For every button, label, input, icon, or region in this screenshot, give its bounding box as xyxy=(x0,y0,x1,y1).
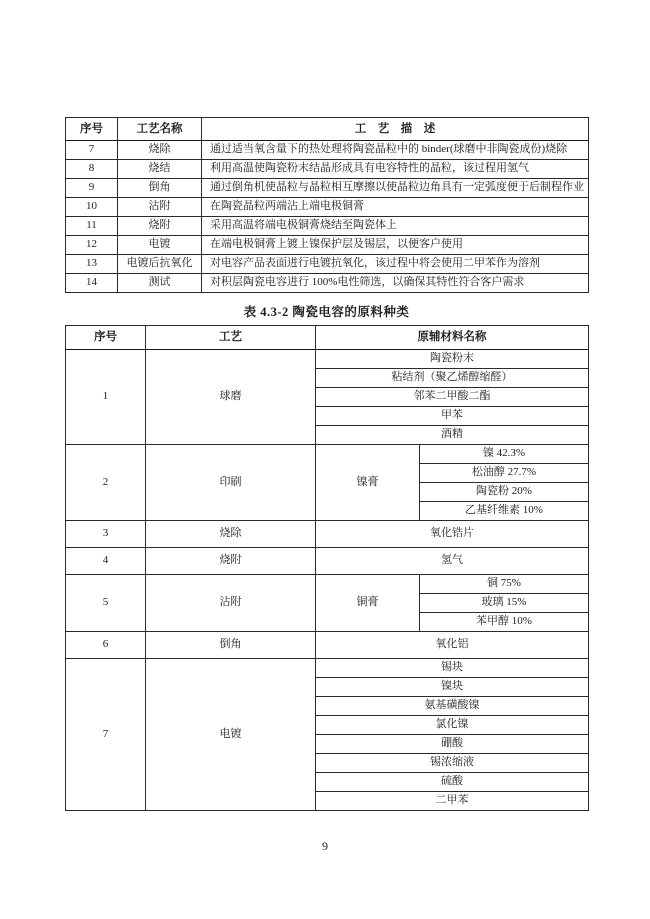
process-name: 烧结 xyxy=(118,160,202,179)
table2-caption: 表 4.3-2 陶瓷电容的原料种类 xyxy=(243,305,410,319)
material: 甲苯 xyxy=(316,407,589,426)
row-no: 4 xyxy=(66,548,146,575)
row-no: 7 xyxy=(66,659,146,811)
material: 苯甲醇 10% xyxy=(420,613,589,632)
material: 氢气 xyxy=(316,548,589,575)
row-no: 6 xyxy=(66,632,146,659)
process-desc: 在陶瓷晶粒两端沾上端电极铜膏 xyxy=(202,198,589,217)
material: 氨基磺酸镍 xyxy=(316,697,589,716)
material: 陶瓷粉 20% xyxy=(420,483,589,502)
process-desc: 对积层陶瓷电容进行 100%电性筛选，以确保其特性符合客户需求 xyxy=(202,274,589,293)
table-row xyxy=(66,198,589,217)
material: 邻苯二甲酸二酯 xyxy=(316,388,589,407)
row-no: 3 xyxy=(66,521,146,548)
table2-header-no: 序号 xyxy=(66,326,146,350)
material: 锡块 xyxy=(316,659,589,678)
table-row xyxy=(66,179,589,198)
table1-header-desc: 工 艺 描 述 xyxy=(202,118,589,141)
table-row xyxy=(66,274,589,293)
row-no: 13 xyxy=(66,255,118,274)
row-no: 9 xyxy=(66,179,118,198)
process-name: 球磨 xyxy=(146,350,316,445)
process-name: 测试 xyxy=(118,274,202,293)
row-no: 14 xyxy=(66,274,118,293)
material: 二甲苯 xyxy=(316,792,589,811)
process-name: 电镀 xyxy=(146,659,316,811)
table1-header-no: 序号 xyxy=(66,118,118,141)
row-no: 5 xyxy=(66,575,146,632)
process-name: 倒角 xyxy=(118,179,202,198)
material: 乙基纤维素 10% xyxy=(420,502,589,521)
row-no: 11 xyxy=(66,217,118,236)
process-name: 电镀后抗氧化 xyxy=(118,255,202,274)
material: 镍 42.3% xyxy=(420,445,589,464)
material: 陶瓷粉末 xyxy=(316,350,589,369)
table-row xyxy=(66,659,589,678)
material: 氧化锆片 xyxy=(316,521,589,548)
row-no: 7 xyxy=(66,141,118,160)
row-no: 10 xyxy=(66,198,118,217)
material-group: 铜膏 xyxy=(316,575,420,632)
material: 镍块 xyxy=(316,678,589,697)
process-desc: 对电容产品表面进行电镀抗氧化，该过程中将会使用二甲苯作为溶剂 xyxy=(202,255,589,274)
process-name: 沾附 xyxy=(146,575,316,632)
material: 锡浓缩液 xyxy=(316,754,589,773)
process-name: 烧除 xyxy=(118,141,202,160)
material: 粘结剂（聚乙烯醇缩醛） xyxy=(316,369,589,388)
row-no: 8 xyxy=(66,160,118,179)
table-row xyxy=(66,217,589,236)
table-row xyxy=(66,521,589,548)
material: 松油醇 27.7% xyxy=(420,464,589,483)
material: 氧化铝 xyxy=(316,632,589,659)
material: 铜 75% xyxy=(420,575,589,594)
table-row xyxy=(66,445,589,464)
table-row xyxy=(66,632,589,659)
process-desc: 采用高温将端电极铜膏烧结至陶瓷体上 xyxy=(202,217,589,236)
table-row xyxy=(66,548,589,575)
row-no: 1 xyxy=(66,350,146,445)
process-desc: 通过倒角机使晶粒与晶粒相互摩擦以使晶粒边角具有一定弧度便于后制程作业 xyxy=(202,179,589,198)
process-name: 印刷 xyxy=(146,445,316,521)
material: 玻璃 15% xyxy=(420,594,589,613)
table1-header-row xyxy=(66,118,589,141)
material: 硼酸 xyxy=(316,735,589,754)
material: 氯化镍 xyxy=(316,716,589,735)
table2-header-row xyxy=(66,326,589,350)
table2-header-material: 原辅材料名称 xyxy=(316,326,589,350)
table1-header-name: 工艺名称 xyxy=(118,118,202,141)
process-description-table xyxy=(65,117,589,293)
table-row xyxy=(66,255,589,274)
process-name: 电镀 xyxy=(118,236,202,255)
table-row xyxy=(66,575,589,594)
page-number: 9 xyxy=(322,839,328,853)
table2-header-process: 工艺 xyxy=(146,326,316,350)
process-desc: 在端电极铜膏上镀上镍保护层及锡层，以便客户使用 xyxy=(202,236,589,255)
table-row xyxy=(66,160,589,179)
table-row xyxy=(66,350,589,369)
process-name: 烧除 xyxy=(146,521,316,548)
table-row xyxy=(66,141,589,160)
material: 硫酸 xyxy=(316,773,589,792)
material-group: 镍膏 xyxy=(316,445,420,521)
process-name: 烧附 xyxy=(118,217,202,236)
row-no: 12 xyxy=(66,236,118,255)
process-name: 烧附 xyxy=(146,548,316,575)
process-desc: 通过适当氧含量下的热处理将陶瓷晶粒中的 binder(球磨中非陶瓷成份)烧除 xyxy=(202,141,589,160)
row-no: 2 xyxy=(66,445,146,521)
raw-materials-table xyxy=(65,325,589,811)
document-page xyxy=(65,117,588,811)
process-name: 倒角 xyxy=(146,632,316,659)
material: 酒精 xyxy=(316,426,589,445)
process-desc: 利用高温使陶瓷粉末结晶形成具有电容特性的晶粒，该过程用氢气 xyxy=(202,160,589,179)
table-row xyxy=(66,236,589,255)
process-name: 沾附 xyxy=(118,198,202,217)
